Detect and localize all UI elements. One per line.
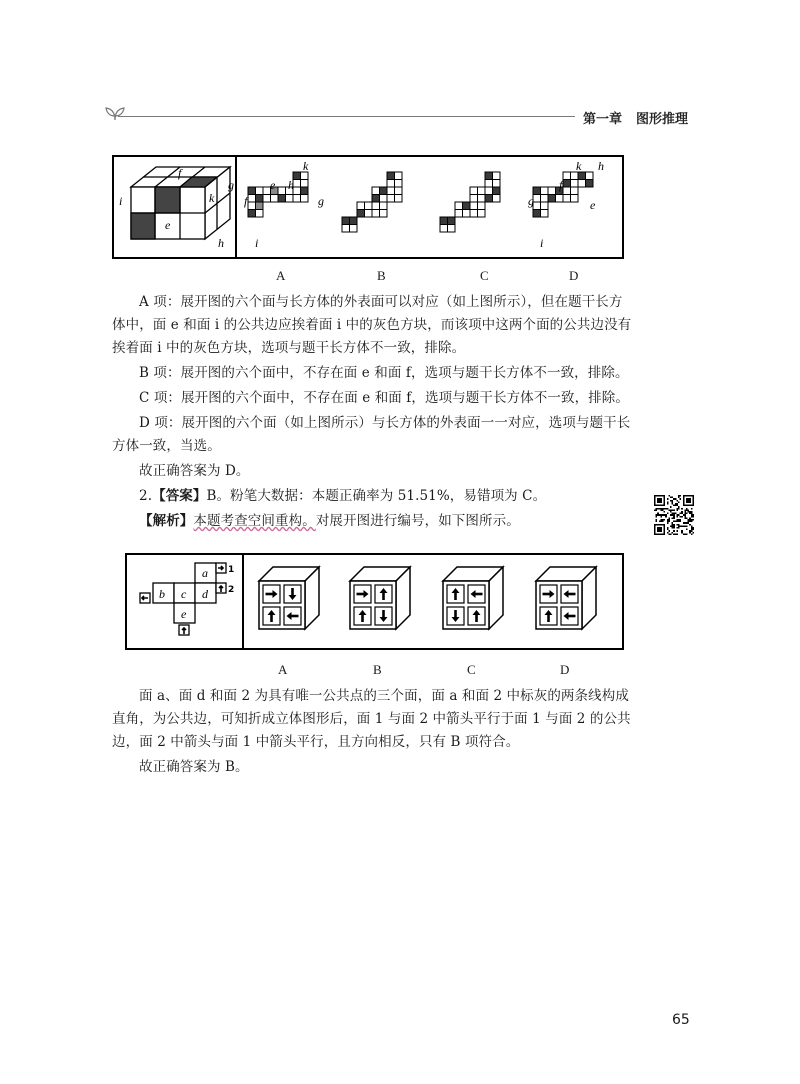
page-number: 65 <box>672 1012 690 1028</box>
answer-2-line <box>112 485 632 508</box>
optD-label-g: g <box>528 194 534 208</box>
leaf-ornament-icon <box>103 100 127 124</box>
cube-D <box>536 567 596 629</box>
optD-label-h: h <box>598 159 604 173</box>
fig1-option-A: A <box>276 268 286 283</box>
net-D <box>533 172 593 217</box>
section-label: 图形推理 <box>635 112 688 127</box>
answer-text: B。粉笔大数据：本题正确率为 51.51%，易错项为 C。 <box>206 488 547 504</box>
explanation-block-1 <box>112 291 632 533</box>
net-label-d: d <box>202 587 208 601</box>
net-marks <box>228 565 234 595</box>
cube-label-e: e <box>165 218 171 232</box>
fig2-option-A: A <box>278 662 288 677</box>
cube-label-g: g <box>228 178 234 192</box>
para-option-C: C 项：展开图的六个面中，不存在面 e 和面 f，选项与题干长方体不一致，排除。 <box>139 390 629 406</box>
cube-label-f: f <box>178 166 182 180</box>
figure-2-divider <box>242 555 244 648</box>
optA-label-g: g <box>318 194 324 208</box>
answer-2: 故正确答案为 B。 <box>139 759 249 775</box>
cube-B <box>350 567 410 629</box>
running-header <box>575 108 688 127</box>
answer-1: 故正确答案为 D。 <box>139 463 250 479</box>
optD-label-i: i <box>540 236 544 250</box>
para-analysis-2: 面 a、面 d 和面 2 为具有唯一公共点的三个面，面 a 和面 2 中标灰的两条线构成直角，为公共边，可知折成立体图形后，面 1 与面 2 中箭头平行于面 1 与面 2 的公共边，面 2 中箭头与面 1 中箭头平行，且方向相反，只有 B 项符合。 <box>112 688 631 750</box>
optA-label-f: f <box>244 194 248 208</box>
fig1-option-C: C <box>480 268 489 283</box>
answer-tag: 【答案】 <box>152 488 207 504</box>
figure-1-drawing <box>114 157 622 257</box>
analysis-underlined: 本题考查空间重构。 <box>193 513 316 529</box>
net-mark-2: 2 <box>228 585 235 595</box>
cube-A <box>259 567 319 629</box>
analysis-tag: 【解析】 <box>139 513 194 529</box>
para-option-A: A 项：展开图的六个面与长方体的外表面可以对应（如上图所示），但在题干长方体中，面 e 和面 i 的公共边应挨着面 i 中的灰色方块，而该项中这两个面的公共边没有挨着面 i 中的灰色方块，选项与题干长方体不一致，排除。 <box>112 294 632 356</box>
optA-label-i: i <box>255 236 259 250</box>
analysis-line <box>112 510 632 533</box>
net-label-a: a <box>202 566 208 580</box>
net-mark-1: 1 <box>228 565 235 575</box>
net-label-c: c <box>181 587 187 601</box>
optA-label-h: h <box>288 178 294 192</box>
net-C <box>440 172 500 232</box>
figure-2-drawing <box>127 555 622 648</box>
figure-2 <box>125 553 624 650</box>
question-number: 2. <box>139 488 153 504</box>
fig2-option-D: D <box>560 662 570 677</box>
cube-label-k: k <box>209 191 215 205</box>
optA-label-e: e <box>270 178 276 192</box>
optD-label-f: f <box>559 178 563 192</box>
explanation-block-2 <box>112 685 632 779</box>
fig2-option-B: B <box>373 662 382 677</box>
fig1-option-D: D <box>569 268 579 283</box>
para-option-D: D 项：展开图的六个面（如上图所示）与长方体的外表面一一对应，选项与题干长方体一致，当选。 <box>112 415 631 454</box>
qr-code-icon[interactable] <box>654 495 694 535</box>
cube-C <box>443 567 503 629</box>
net-A <box>248 172 308 217</box>
cube-label-i: i <box>119 194 123 208</box>
cube-label-h: h <box>218 236 224 250</box>
net-B <box>342 172 402 232</box>
optA-label-k: k <box>303 159 309 173</box>
option-nets <box>248 172 593 232</box>
fig1-option-B: B <box>377 268 386 283</box>
option-cubes <box>259 567 596 629</box>
analysis-rest: 对展开图进行编号，如下图所示。 <box>315 513 520 529</box>
figure-1-divider <box>235 157 237 257</box>
net-label-b: b <box>159 587 165 601</box>
figure-1 <box>112 155 624 259</box>
fig2-option-C: C <box>467 662 476 677</box>
para-option-B: B 项：展开图的六个面中，不存在面 e 和面 f，选项与题干长方体不一致，排除。 <box>139 365 629 381</box>
optD-label-e: e <box>590 198 596 212</box>
chapter-label: 第一章 <box>582 112 622 127</box>
net-label-e: e <box>181 607 187 621</box>
optD-label-k: k <box>576 159 582 173</box>
